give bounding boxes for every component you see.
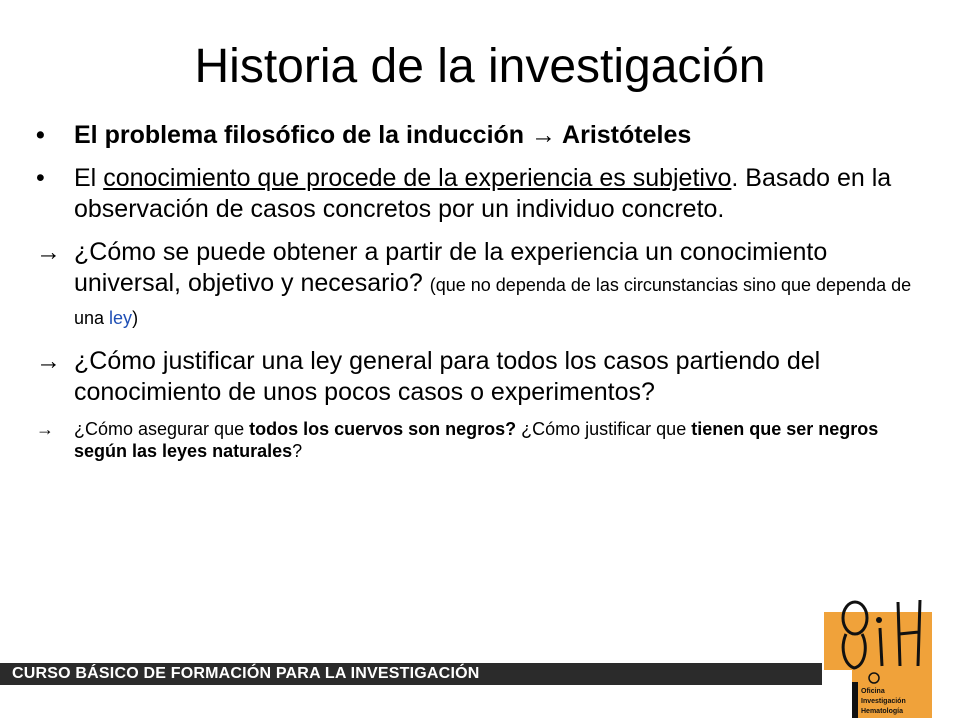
bullet-marker: • (36, 121, 45, 149)
q3-t1: ¿Cómo asegurar que (74, 419, 250, 439)
slide-content (36, 120, 936, 474)
footer-label: CURSO BÁSICO DE FORMACIÓN PARA LA INVESTIGACIÓN (12, 665, 480, 682)
arrow-icon: → (531, 121, 557, 149)
subjective-underlined: conocimiento que procede de la experiencia es subjetivo (103, 164, 732, 192)
q1-aside-post: ) (132, 308, 139, 328)
oih-logo (822, 578, 934, 720)
slide-title: Historia de la investigación (194, 40, 766, 93)
logo-i-dot (876, 617, 882, 623)
q3-b1: todos los cuervos son negros? (249, 419, 517, 439)
q3-t2: ¿Cómo justificar que (516, 419, 692, 439)
question-ravens (36, 418, 936, 462)
bullet-induction (36, 120, 936, 151)
logo-black-strip (852, 682, 858, 718)
q1-main: ¿Cómo se puede obtener a partir de la experiencia un conocimiento universal, objetivo y necesario? (74, 238, 828, 297)
bullet-marker: • (36, 164, 45, 192)
q2-main: ¿Cómo justificar una ley general para todos los casos partiendo del conocimiento de unos pocos casos o experimentos? (74, 347, 821, 406)
question-universal-knowledge (36, 237, 936, 334)
q3-t3: ? (292, 441, 303, 461)
logo-line3: Hematología (861, 708, 904, 715)
logo-line1: Oficina (861, 688, 885, 695)
q1-aside-pre: (que no dependa de las circunstancias sino que dependa de una (74, 275, 912, 328)
subjective-rest: . Basado en la observación de casos concretos por un individuo concreto. (74, 164, 892, 223)
question-general-law (36, 346, 936, 408)
arrow-icon: → (36, 347, 61, 375)
arrow-icon: → (36, 238, 61, 266)
induction-text-a: El problema filosófico de la inducción (74, 121, 532, 149)
logo-i (880, 628, 882, 666)
q3-b2: tienen que ser negros según las leyes naturales (74, 419, 879, 461)
q1-ley-link: ley (109, 308, 133, 328)
bullet-subjective-knowledge (36, 163, 936, 225)
arrow-icon: → (36, 419, 54, 439)
induction-text-b: Aristóteles (556, 121, 692, 149)
footer-course-bar (0, 663, 822, 685)
logo-line2: Investigación (861, 698, 906, 705)
subjective-prefix: El (74, 164, 104, 192)
